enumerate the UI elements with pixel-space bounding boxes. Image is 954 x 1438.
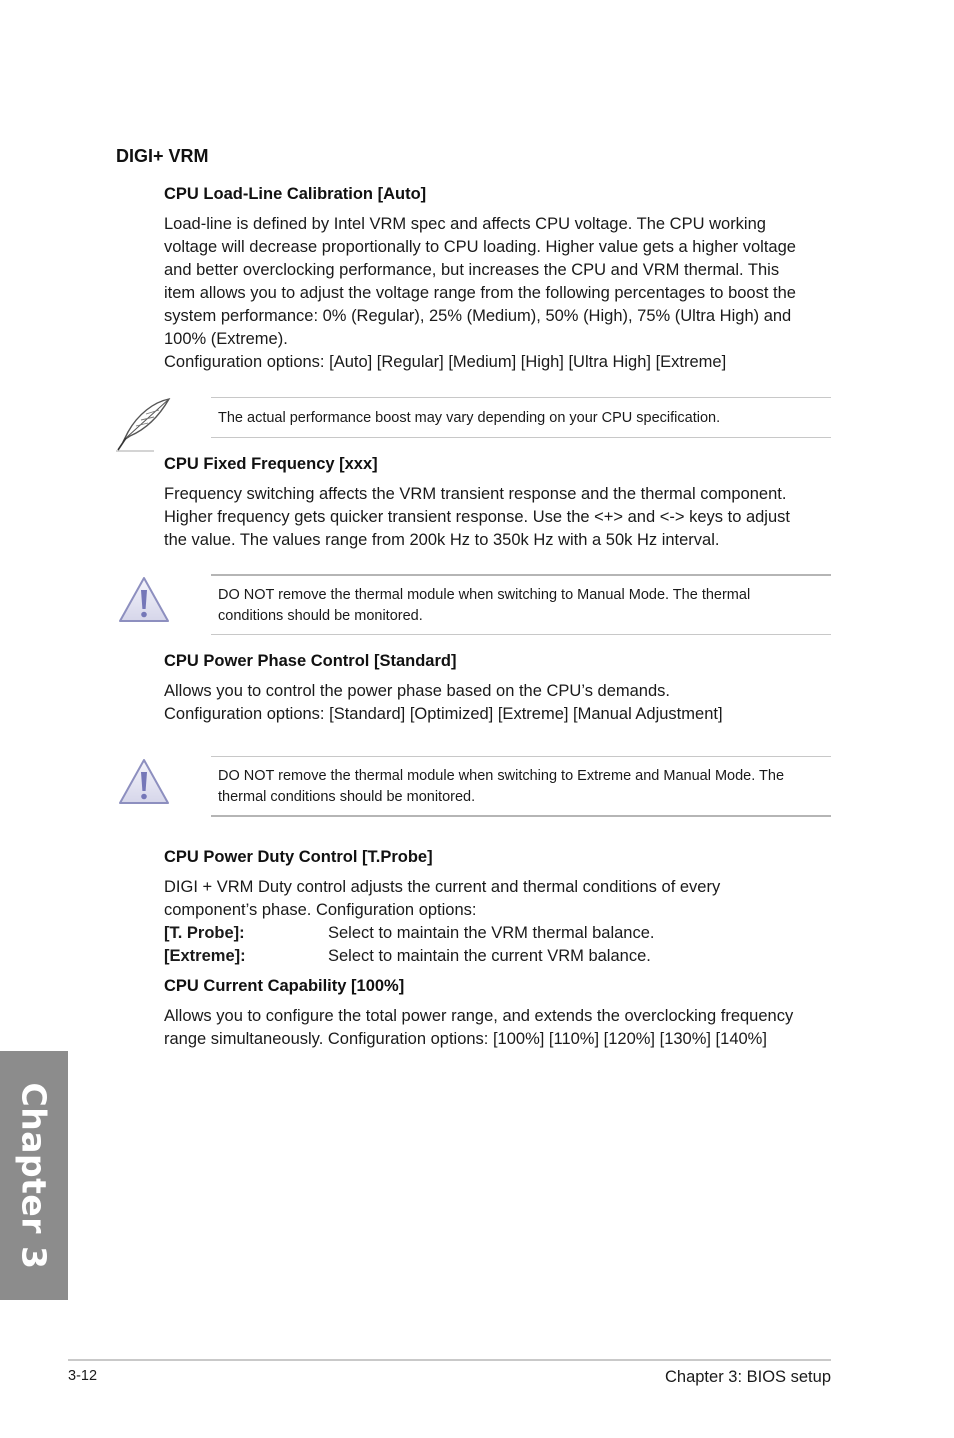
warning-icon	[117, 575, 171, 625]
option-label: [Extreme]:	[164, 947, 246, 965]
text-line: DO NOT remove the thermal module when switching to Extreme and Manual Mode. The	[218, 768, 785, 784]
chapter-tab-label: Chapter 3	[14, 1082, 54, 1269]
option-label: [T. Probe]:	[164, 924, 245, 942]
text-line: and better overclocking performance, but increases the CPU and VRM thermal. This	[164, 261, 780, 279]
note-text	[218, 408, 720, 429]
text-line: Configuration options: [Standard] [Optimized] [Extreme] [Manual Adjustment]	[164, 705, 723, 723]
option-row	[164, 945, 720, 968]
footer-chapter-title: Chapter 3: BIOS setup	[664, 1368, 831, 1386]
text-line: range simultaneously. Configuration options: [100%] [110%] [120%] [130%] [140%]	[164, 1030, 767, 1048]
option-description: Select to maintain the current VRM balance.	[328, 947, 651, 965]
text-line: Frequency switching affects the VRM transient response and the thermal component.	[164, 485, 787, 503]
text-line: The actual performance boost may vary depending on your CPU specification.	[218, 410, 721, 426]
phase-heading: CPU Power Phase Control [Standard]	[164, 652, 457, 670]
section-title: DIGI+ VRM	[116, 146, 209, 166]
text-line: Allows you to control the power phase based on the CPU’s demands.	[164, 682, 670, 700]
text-line: component’s phase. Configuration options:	[164, 901, 477, 919]
text-line: Load-line is defined by Intel VRM spec and affects CPU voltage. The CPU working	[164, 215, 766, 233]
llc-heading: CPU Load-Line Calibration [Auto]	[164, 185, 427, 203]
text-line: Allows you to configure the total power range, and extends the overclocking frequency	[164, 1007, 794, 1025]
text-line: Configuration options: [Auto] [Regular] [Medium] [High] [Ultra High] [Extreme]	[164, 353, 727, 371]
option-description: Select to maintain the VRM thermal balance.	[328, 924, 655, 942]
text-line: voltage will decrease proportionally to CPU loading. Higher value gets a higher voltage	[164, 238, 796, 256]
fixed-freq-heading: CPU Fixed Frequency [xxx]	[164, 455, 378, 473]
text-line: conditions should be monitored.	[218, 608, 423, 624]
text-line: DIGI + VRM Duty control adjusts the current and thermal conditions of every	[164, 878, 721, 896]
text-line: system performance: 0% (Regular), 25% (Medium), 50% (High), 75% (Ultra High) and	[164, 307, 792, 325]
phase-description	[164, 680, 723, 726]
current-description	[164, 1005, 793, 1051]
llc-description	[164, 213, 796, 374]
text-line: the value. The values range from 200k Hz to 350k Hz with a 50k Hz interval.	[164, 531, 720, 549]
note-top-rule	[211, 397, 831, 398]
note-bottom-rule	[211, 437, 831, 438]
text-line: Higher frequency gets quicker transient response. Use the <+> and <-> keys to adjust	[164, 508, 790, 526]
text-line: 100% (Extreme).	[164, 330, 288, 348]
footer-rule	[68, 1359, 831, 1361]
warning-text	[218, 585, 750, 627]
duty-heading: CPU Power Duty Control [T.Probe]	[164, 848, 433, 866]
warning-top-rule	[211, 574, 831, 576]
current-heading: CPU Current Capability [100%]	[164, 977, 405, 995]
warning-top-rule	[211, 756, 831, 757]
page-number: 3-12	[68, 1368, 98, 1384]
feather-pen-icon	[114, 396, 172, 454]
text-line: DO NOT remove the thermal module when switching to Manual Mode. The thermal	[218, 587, 751, 603]
warning-bottom-rule	[211, 634, 831, 635]
warning-icon	[117, 757, 171, 807]
fixed-freq-description	[164, 483, 790, 552]
warning-bottom-rule	[211, 815, 831, 817]
warning-text	[218, 766, 784, 808]
duty-description	[164, 876, 720, 968]
text-line: thermal conditions should be monitored.	[218, 789, 476, 805]
chapter-side-tab	[0, 1051, 68, 1300]
option-row	[164, 922, 720, 945]
text-line: item allows you to adjust the voltage range from the following percentages to boost the	[164, 284, 796, 302]
